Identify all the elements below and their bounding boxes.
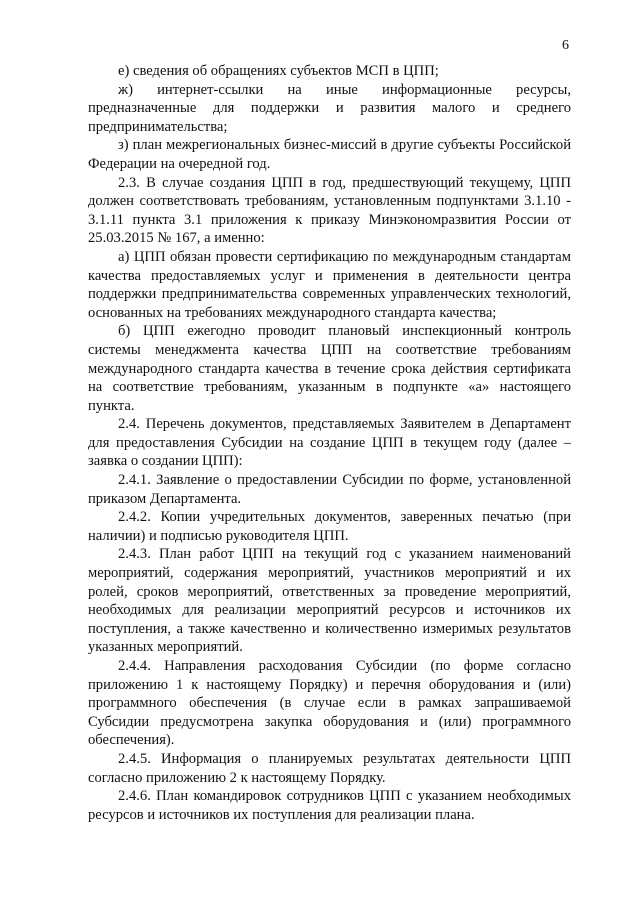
paragraph-2-3: 2.3. В случае создания ЦПП в год, предшествующий текущему, ЦПП должен соответствовать требованиям, установленным подпунктами 3.1.10 - 3.1.11 пункта 3.1 приложения к приказу Минэкономразвития России от 25.03.2015 № 167, а именно:	[88, 174, 571, 247]
paragraph-item-zh: ж) интернет-ссылки на иные информационные ресурсы, предназначенные для поддержки и развития малого и среднего предпринимательства;	[88, 81, 571, 135]
paragraph-item-z: з) план межрегиональных бизнес-миссий в другие субъекты Российской Федерации на очередной год.	[88, 137, 571, 172]
paragraph-2-4-1: 2.4.1. Заявление о предоставлении Субсидии по форме, установленной приказом Департамента.	[88, 472, 571, 507]
paragraph-2-4-3: 2.4.3. План работ ЦПП на текущий год с указанием наименований мероприятий, содержания мероприятий, участников мероприятий и их ролей, сроков мероприятий, ответственных за проведение мероприятий, необходимых для реализации мероприятий ресурсов и источников их поступления, а также качественно и количественно измеримых результатов указанных мероприятий.	[88, 546, 571, 656]
paragraph-2-4-6: 2.4.6. План командировок сотрудников ЦПП с указанием необходимых ресурсов и источников их поступления для реализации плана.	[88, 788, 571, 823]
paragraph-2-4: 2.4. Перечень документов, представляемых Заявителем в Департамент для предоставления Субсидии на создание ЦПП в текущем году (далее – заявка о создании ЦПП):	[88, 416, 571, 470]
document-body	[88, 62, 571, 824]
paragraph-2-3-a: а) ЦПП обязан провести сертификацию по международным стандартам качества предоставляемых услуг и применения в деятельности центра поддержки предпринимательства современных управленческих технологий, основанных на требованиях международного стандарта качества;	[88, 248, 571, 321]
paragraph-2-4-2: 2.4.2. Копии учредительных документов, заверенных печатью (при наличии) и подписью руководителя ЦПП.	[88, 509, 571, 544]
paragraph-2-4-4: 2.4.4. Направления расходования Субсидии (по форме согласно приложению 1 к настоящему Порядку) и перечня оборудования и (или) программного обеспечения (в случае если в рамках запрашиваемой Субсидии предусмотрена закупка оборудования и (или) программного обеспечения).	[88, 658, 571, 749]
paragraph-item-e: е) сведения об обращениях субъектов МСП в ЦПП;	[118, 63, 439, 79]
page-number: 6	[562, 38, 569, 53]
paragraph-2-3-b: б) ЦПП ежегодно проводит плановый инспекционный контроль системы менеджмента качества ЦПП на соответствие требованиям международного стандарта качества в течение срока действия сертификата на соответствие требованиям, указанным в подпункте «а» настоящего пункта.	[88, 323, 571, 414]
paragraph-2-4-5: 2.4.5. Информация о планируемых результатах деятельности ЦПП согласно приложению 2 к настоящему Порядку.	[88, 750, 571, 786]
